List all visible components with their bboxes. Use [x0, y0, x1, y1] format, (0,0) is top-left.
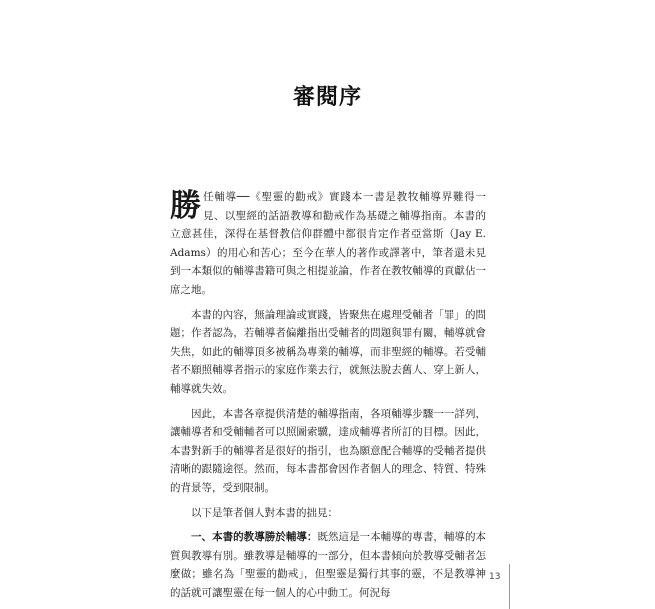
drop-cap: 勝: [170, 188, 201, 224]
page-number: 13: [489, 572, 501, 582]
page-title: 審閱序: [292, 85, 362, 110]
paragraph-4: 以下是筆者個人對本書的拙見：: [191, 506, 338, 519]
paragraph-5-lead: 一、本書的教導勝於輔導：: [191, 531, 318, 544]
paragraph-1: [170, 188, 486, 300]
paragraph-5-text: 既然這是一本輔導的專書，輔導的本質與教導有別。雖教導是輔導的一部分，但本書傾向於教導受輔者怎麼做；雖名為「聖靈的勸戒」，但聖靈是獨行其事的靈，不是教導神的話就可讓聖靈在每一個人的心中動工。何況每: [170, 531, 487, 599]
paragraph-1-text: 任輔導──《聖靈的勸戒》實踐本一書是教牧輔導界難得一見、以聖經的話語教導和勸戒作為基礎之輔導指南。本書的立意甚佳，深得在基督教信仰群體中都很肯定作者亞當斯（Jay E. Adams）的用心和苦心；至今在華人的著作或譯著中，筆者還未見到一本類似的輔導書籍可與之相提並論，作者在教牧輔導的貢獻佔一席之地。: [170, 191, 486, 296]
paragraph-5: [170, 528, 486, 602]
body-text: [170, 188, 486, 608]
paragraph-3: 因此，本書各章提供清楚的輔導指南，各項輔導步驟一一詳列，讓輔導者和受輔輔者可以照圖索驥，達成輔導者所訂的目標。因此，本書對新手的輔導者是很好的指引，也為願意配合輔導的受輔者提供清晰的跟隨途徑。然而，每本書都會因作者個人的理念、特質、特殊的背景等，受到限制。: [170, 407, 486, 494]
paragraph-2: 本書的內容，無論理論或實踐，皆聚焦在處理受輔者「罪」的問題；作者認為，若輔導者偏離指出受輔者的問題與罪有關，輔導就會失焦，如此的輔導頂多被稱為專業的輔導，而非聖經的輔導。若受輔者不願照輔導者指示的家庭作業去行，就無法脫去舊人、穿上新人，輔導就失效。: [170, 308, 486, 395]
margin-rule: [509, 564, 510, 609]
